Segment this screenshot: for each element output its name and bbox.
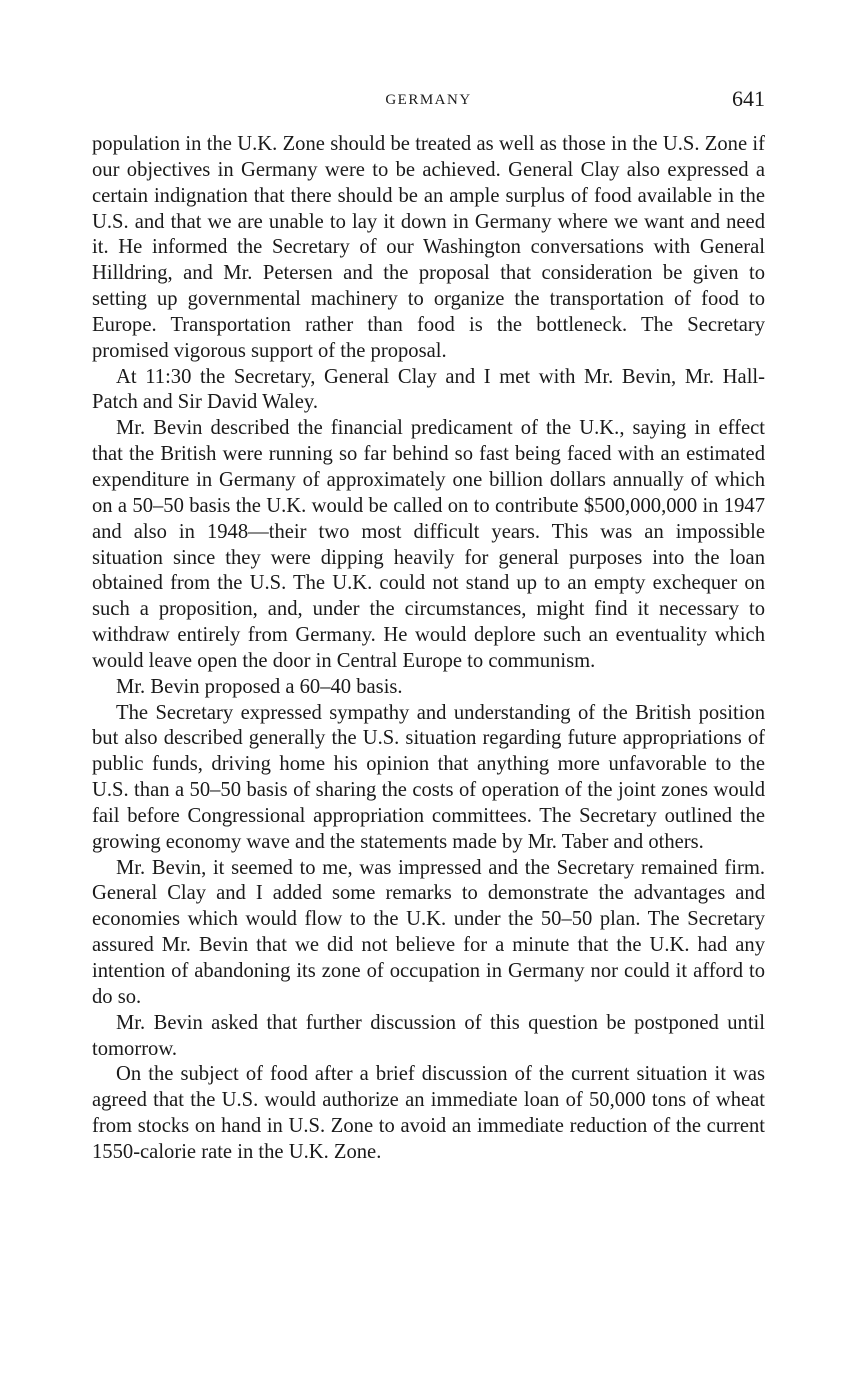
- paragraph-food-loan: On the subject of food after a brief discussion of the current situation it was agreed that the U.S. would authorize an immediate loan of 50,000 tons of wheat from stocks on hand in U.S. Zone to avoid an immediate reduction of the current 1550-calorie rate in the U.K. Zone.: [92, 1063, 765, 1163]
- paragraph-continuation: population in the U.K. Zone should be treated as well as those in the U.S. Zone if our objectives in Germany were to be achieved. General Clay also expressed a certain indignation that there should be an ample surplus of food available in the U.S. and that we are unable to lay it down in Germany where we want and need it. He informed the Secretary of our Washington conversations with General Hilldring, and Mr. Petersen and the proposal that consideration be given to setting up governmental machinery to organize the transportation of food to Europe. Transportation rather than food is the bottleneck. The Secretary promised vigorous support of the proposal.: [92, 133, 765, 362]
- running-header: [92, 86, 765, 120]
- paragraph-bevin-financial: Mr. Bevin described the financial predicament of the U.K., saying in effect that the British were running so far behind so fast being faced with an estimated expenditure in Germany of approximately one billion dollars annually of which on a 50–50 basis the U.K. would be called on to contribute $500,000,000 in 1947 and also in 1948—their two most difficult years. This was an impossible situation since they were dipping heavily for general purposes into the loan obtained from the U.S. The U.K. could not stand up to an empty exchequer on such a proposition, and, under the circumstances, might find it necessary to withdraw entirely from Germany. He would deplore such an eventuality which would leave open the door in Central Europe to communism.: [92, 417, 765, 672]
- running-head-title: GERMANY: [385, 92, 472, 108]
- paragraph-postponement: Mr. Bevin asked that further discussion of this question be postponed until tomorrow.: [92, 1011, 765, 1060]
- paragraph-secretary-response: The Secretary expressed sympathy and understanding of the British position but also described generally the U.S. situation regarding future appropriations of public funds, driving home his opinion that anything more unfavorable to the U.S. than a 50–50 basis of sharing the costs of operation of the joint zones would fail before Congressional appropriation committees. The Secretary outlined the growing economy wave and the statements made by Mr. Taber and others.: [92, 701, 765, 853]
- page-number: 641: [732, 86, 765, 111]
- paragraph-bevin-impressed: Mr. Bevin, it seemed to me, was impressed and the Secretary remained firm. General Clay and I added some remarks to demonstrate the advantages and economies which would flow to the U.K. under the 50–50 plan. The Secretary assured Mr. Bevin that we did not believe for a minute that the U.K. had any intention of abandoning its zone of occupation in Germany nor could it afford to do so.: [92, 856, 765, 1008]
- paragraph-meeting-time: At 11:30 the Secretary, General Clay and I met with Mr. Bevin, Mr. Hall-Patch and Sir David Waley.: [92, 365, 765, 414]
- body-text: [92, 132, 765, 1166]
- paragraph-bevin-proposal: Mr. Bevin proposed a 60–40 basis.: [116, 675, 403, 698]
